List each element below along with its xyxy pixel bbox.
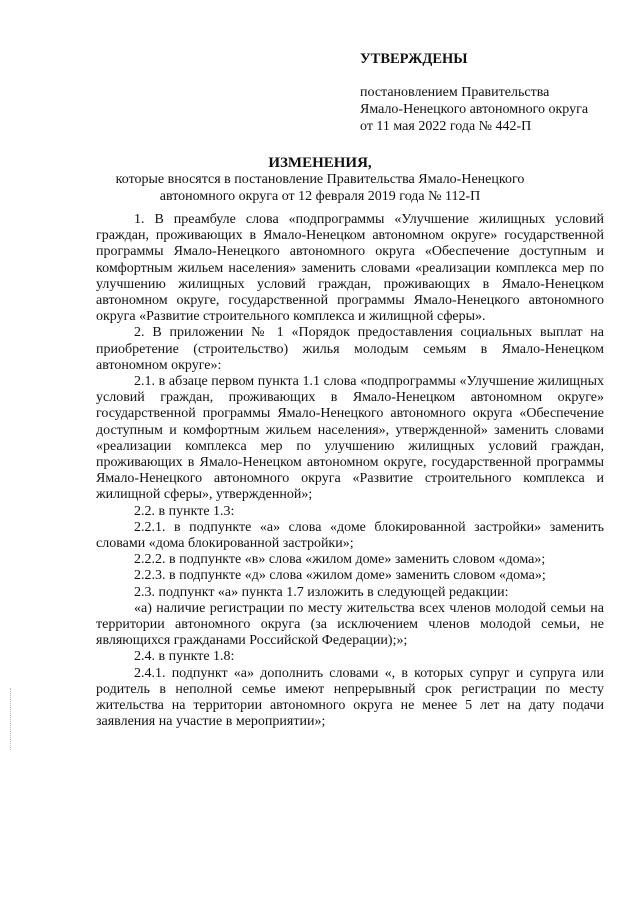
paragraph-2-1: 2.1. в абзаце первом пункта 1.1 слова «подпрограммы «Улучшение жилищных условий граждан, проживающих в Ямало-Ненецком автономном округе» государственной программы Ямало-Ненецкого автономного округа «Обеспечение доступным и комфортным жильем населения», утвержденной» заменить словами «реализации комплекса мер по улучшению жилищных условий граждан, проживающих в Ямало-Ненецком автономном округе, государственной программы Ямало-Ненецкого автономного округа «Развитие строительного комплекса и жилищной сферы», утвержденной»; <box>96 374 604 503</box>
heading-subtitle-line-2: автономного округа от 12 февраля 2019 года № 112-П <box>159 188 481 204</box>
heading-subtitle-line-1: которые вносятся в постановление Правительства Ямало-Ненецкого <box>115 172 525 187</box>
document-body <box>96 212 604 731</box>
approval-line-resolution: постановлением Правительства <box>360 85 550 100</box>
paragraph-2-2: 2.2. в пункте 1.3: <box>134 503 235 519</box>
approval-line-date-number: от 11 мая 2022 года № 442-П <box>360 119 532 134</box>
paragraph-2-3-quote: «а) наличие регистрации по месту жительства всех членов молодой семьи на территории автономного округа (за исключением членов молодой семьи, не являющихся гражданами Российской Федерации);»; <box>96 600 604 649</box>
scan-margin-marks <box>10 688 13 750</box>
document-heading <box>90 154 550 205</box>
paragraph-2-4-1: 2.4.1. подпункт «а» дополнить словами «, в которых супруг и супруга или родитель в неполной семье имеют непрерывный срок регистрации по месту жительства на территории автономного округа не менее 5 лет на дату подачи заявления на участие в мероприятии»; <box>96 665 604 730</box>
paragraph-2-3: 2.3. подпункт «а» пункта 1.7 изложить в следующей редакции: <box>134 584 509 600</box>
approval-block <box>360 50 620 135</box>
approval-line-authority: Ямало-Ненецкого автономного округа <box>360 102 589 117</box>
heading-title: ИЗМЕНЕНИЯ, <box>268 155 372 171</box>
paragraph-1: 1. В преамбуле слова «подпрограммы «Улучшение жилищных условий граждан, проживающих в Ямало-Ненецком автономном округе» государственной программы Ямало-Ненецкого автономного округа «Обеспечение доступным и комфортным жильем населения» заменить словами «реализации комплекса мер по улучшению жилищных условий граждан, проживающих в Ямало-Ненецком автономном округе, государственной программы Ямало-Ненецкого автономного округа «Развитие строительного комплекса и жилищной сферы». <box>96 212 604 325</box>
paragraph-2-2-3: 2.2.3. в подпункте «д» слова «жилом доме» заменить словом «дома»; <box>134 568 546 584</box>
paragraph-2-2-1: 2.2.1. в подпункте «а» слова «доме блокированной застройки» заменить словами «дома блокированной застройки»; <box>96 519 604 552</box>
paragraph-2-2-2: 2.2.2. в подпункте «в» слова «жилом доме» заменить словом «дома»; <box>134 552 546 568</box>
paragraph-2: 2. В приложении № 1 «Порядок предоставления социальных выплат на приобретение (строительство) жилья молодым семьям в Ямало-Ненецком автономном округе»: <box>96 325 604 373</box>
paragraph-2-4: 2.4. в пункте 1.8: <box>134 649 235 665</box>
approval-title: УТВЕРЖДЕНЫ <box>360 51 468 67</box>
